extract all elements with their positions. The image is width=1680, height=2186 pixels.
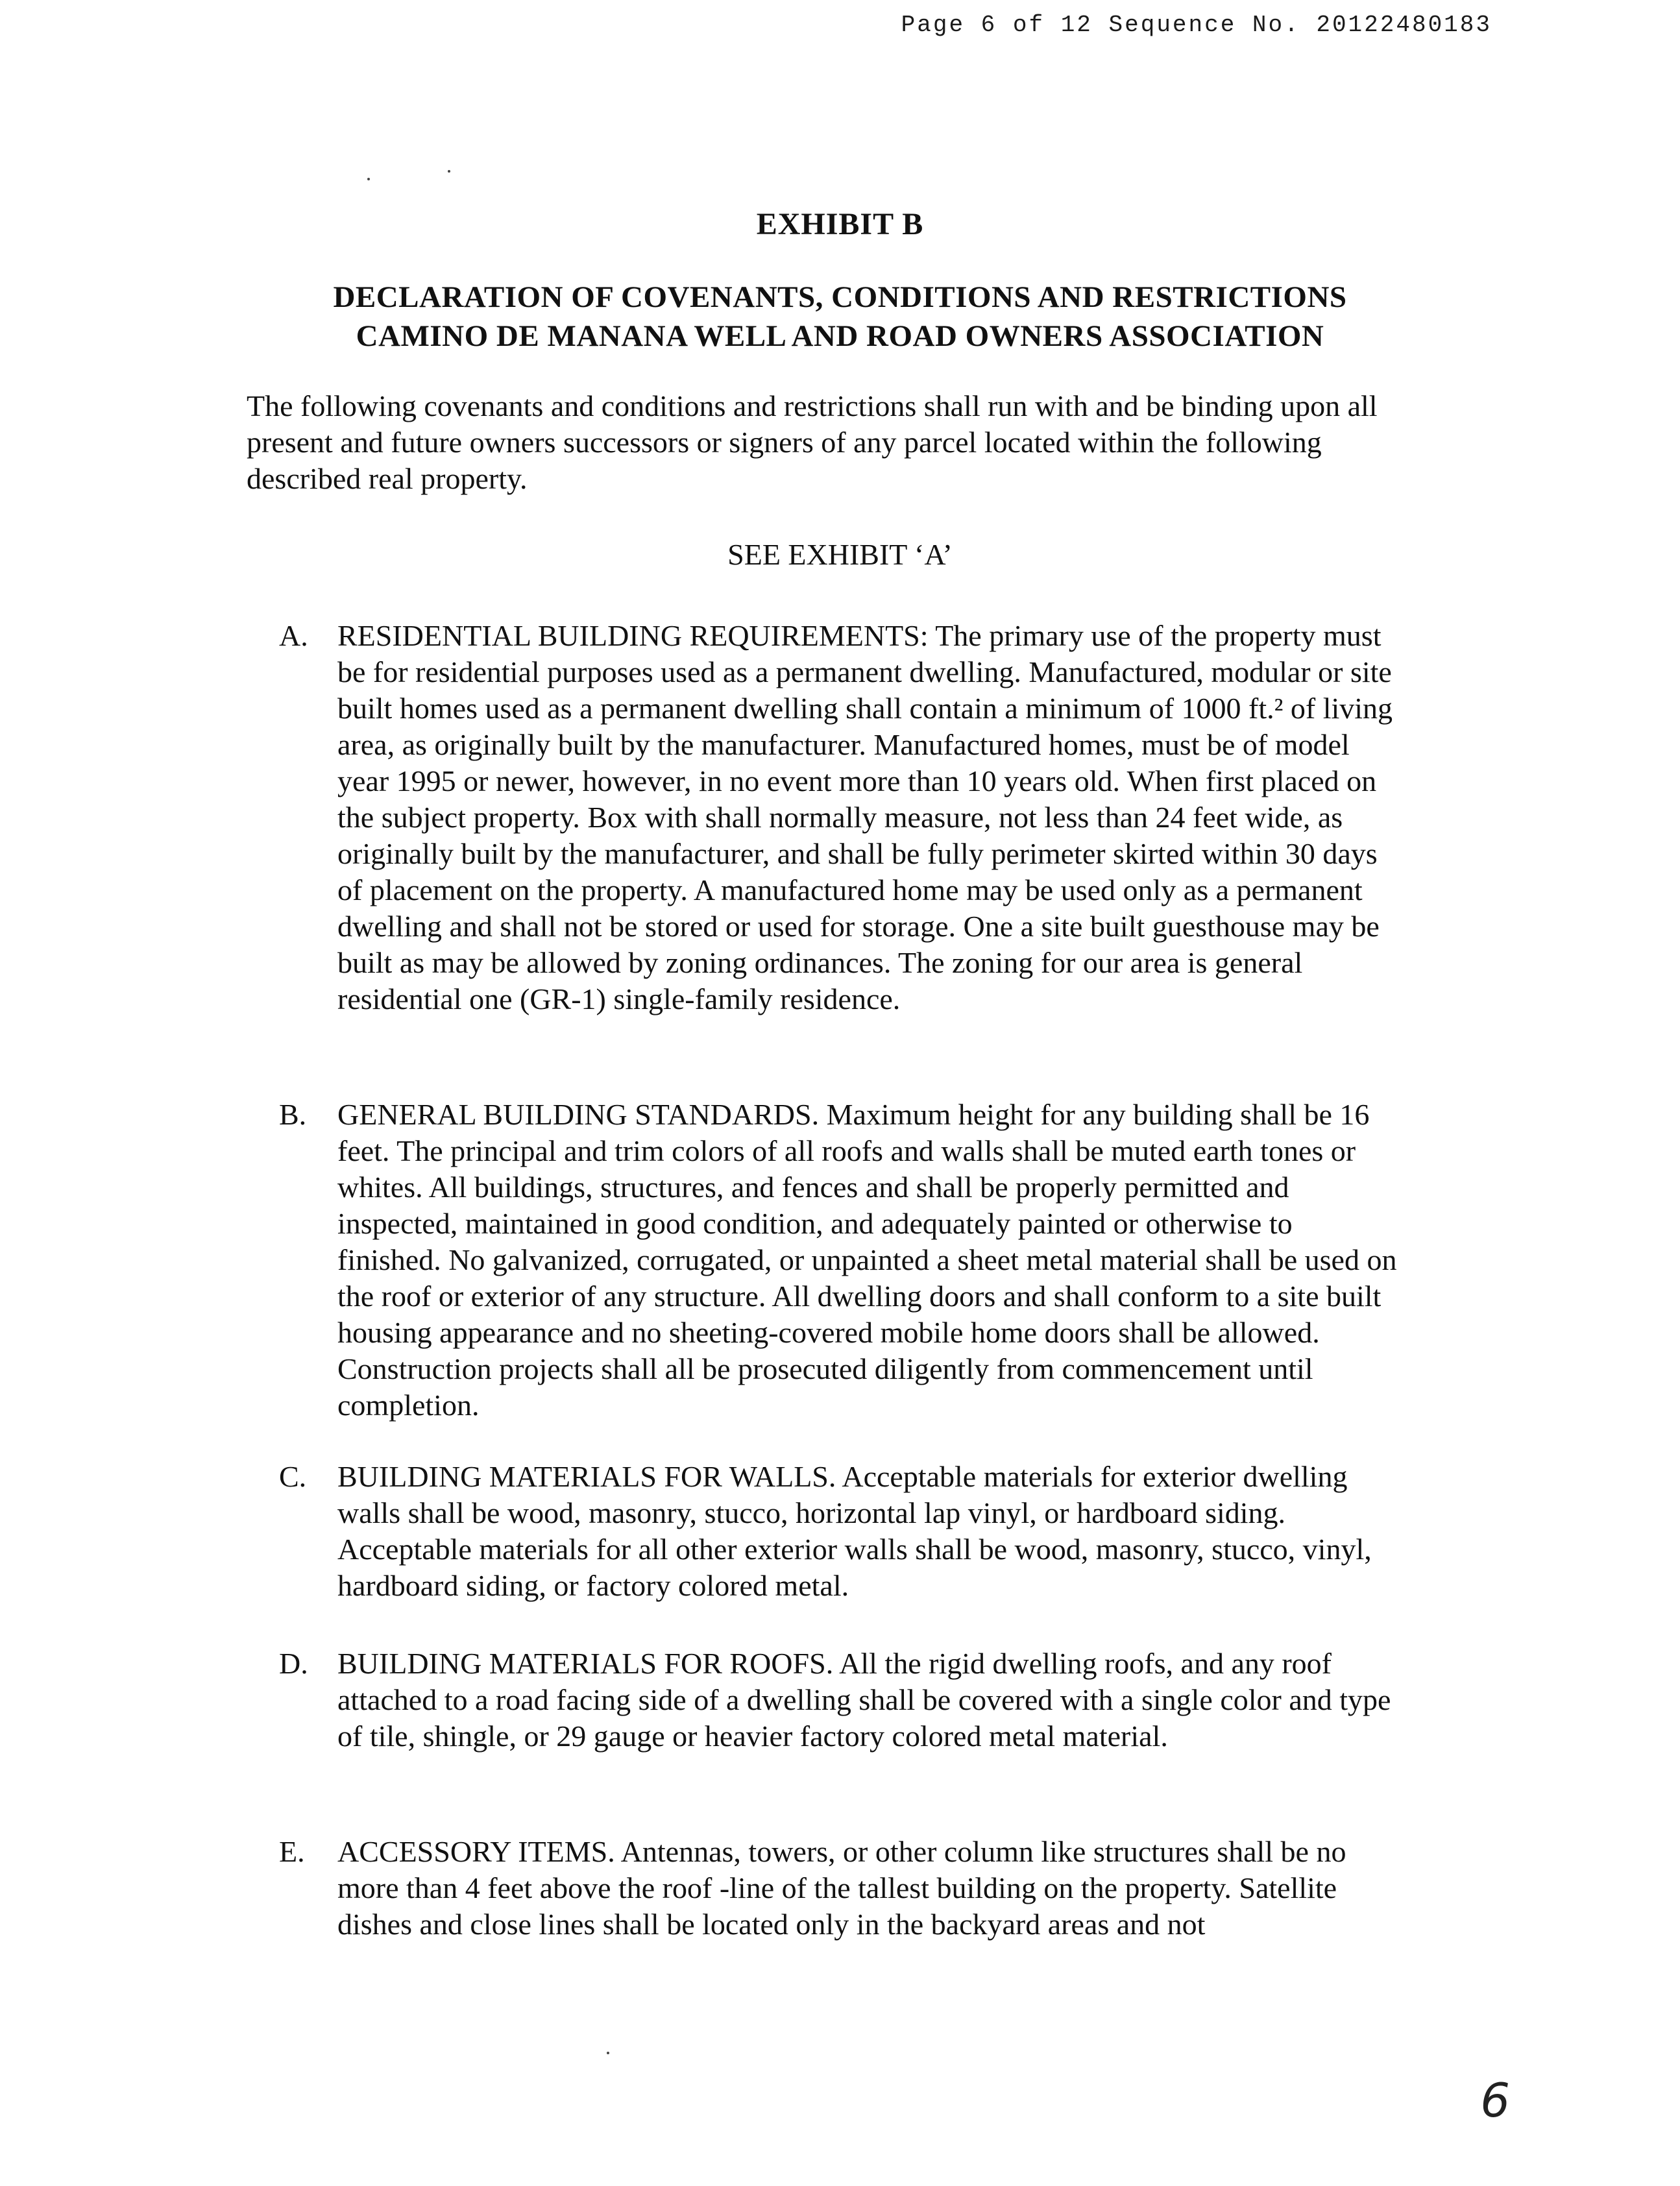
exhibit-title: EXHIBIT B [756, 207, 924, 241]
section-d [279, 1646, 1402, 1755]
section-a [279, 618, 1402, 1017]
section-letter: A. [279, 619, 308, 652]
page-sequence-header: Page 6 of 12 Sequence No. 20122480183 [901, 12, 1492, 38]
section-text: BUILDING MATERIALS FOR WALLS. Acceptable materials for exterior dwelling walls shall be wood, masonry, stucco, horizontal lap vinyl, or hardboard siding. Acceptable materials for all other exterior walls shall be wood, masonry, stucco, vinyl, hardboard siding, or factory colored metal. [337, 1460, 1372, 1602]
scan-speck [607, 2052, 609, 2054]
section-letter: C. [279, 1460, 307, 1493]
section-c [279, 1459, 1402, 1604]
section-letter: D. [279, 1647, 308, 1680]
declaration-title-line1: DECLARATION OF COVENANTS, CONDITIONS AND RESTRICTIONS [333, 280, 1347, 314]
section-letter: E. [279, 1835, 305, 1868]
see-exhibit-reference: SEE EXHIBIT ‘A’ [727, 538, 953, 571]
section-e [279, 1834, 1402, 1943]
scan-speck [448, 170, 450, 173]
handwritten-page-number: 6 [1480, 2073, 1510, 2128]
intro-paragraph: The following covenants and conditions and restrictions shall run with and be binding upon all present and future owners successors or signers of any parcel located within the following described real property. [247, 389, 1378, 495]
section-text: GENERAL BUILDING STANDARDS. Maximum height for any building shall be 16 feet. The principal and trim colors of all roofs and walls shall be muted earth tones or whites. All buildings, structures, and fences and shall be properly permitted and inspected, maintained in good condition, and adequately painted or otherwise to finished. No galvanized, corrugated, or unpainted a sheet metal material shall be used on the roof or exterior of any structure. All dwelling doors and shall conform to a site built housing appearance and no sheeting-covered mobile home doors shall be allowed. Construction projects shall all be prosecuted diligently from commencement until completion. [337, 1098, 1397, 1422]
section-b [279, 1097, 1402, 1424]
declaration-title [0, 278, 1680, 356]
scan-speck [367, 178, 370, 180]
section-text: ACCESSORY ITEMS. Antennas, towers, or other column like structures shall be no more than 4 feet above the roof -line of the tallest building on the property. Satellite dishes and close lines shall be located only in the backyard areas and not [337, 1835, 1346, 1941]
section-text: RESIDENTIAL BUILDING REQUIREMENTS: The primary use of the property must be for residential purposes used as a permanent dwelling. Manufactured, modular or site built homes used as a permanent dwelling shall contain a minimum of 1000 ft.² of living area, as originally built by the manufacturer. Manufactured homes, must be of model year 1995 or newer, however, in no event more than 10 years old. When first placed on the subject property. Box with shall normally measure, not less than 24 feet wide, as originally built by the manufacturer, and shall be fully perimeter skirted within 30 days of placement on the property. A manufactured home may be used only as a permanent dwelling and shall not be stored or used for storage. One a site built guesthouse may be built as may be allowed by zoning ordinances. The zoning for our area is general residential one (GR-1) single-family residence. [337, 619, 1393, 1015]
section-letter: B. [279, 1098, 307, 1131]
declaration-title-line2: CAMINO DE MANANA WELL AND ROAD OWNERS ASSOCIATION [356, 319, 1324, 353]
section-text: BUILDING MATERIALS FOR ROOFS. All the rigid dwelling roofs, and any roof attached to a road facing side of a dwelling shall be covered with a single color and type of tile, shingle, or 29 gauge or heavier factory colored metal material. [337, 1647, 1391, 1753]
